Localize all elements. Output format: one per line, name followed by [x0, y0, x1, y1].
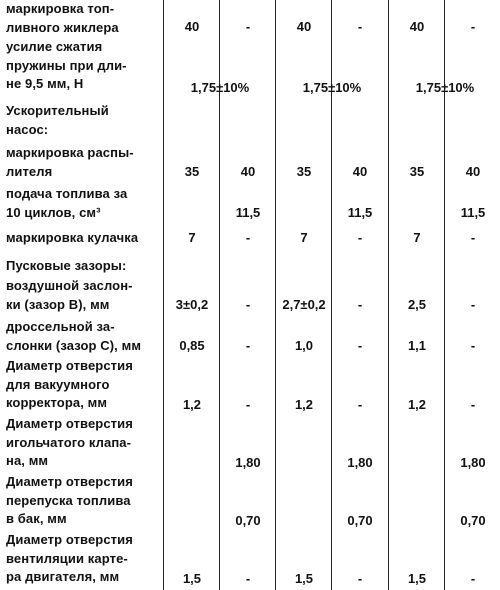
cell-value: 7 — [300, 230, 308, 245]
cell-value: 1,80 — [235, 455, 261, 470]
cell-value: 3±0,2 — [175, 297, 209, 312]
column-rule — [163, 0, 164, 590]
label-line: подача топлива за — [6, 186, 128, 201]
label-line: вентиляции карте- — [6, 550, 128, 566]
cell-value: 1,2 — [294, 397, 314, 412]
label-line: дроссельной за- — [6, 319, 115, 334]
cell-value: 1,5 — [294, 571, 314, 586]
cell-value: - — [245, 338, 251, 353]
cell-value: 1,1 — [407, 338, 427, 353]
label-line: маркировка кулачка — [6, 230, 139, 245]
span-value: 1,75±10% — [190, 80, 250, 95]
column-rule — [275, 0, 276, 590]
cell-value: - — [357, 571, 363, 586]
row-label — [6, 102, 156, 139]
cell-value: 2,7±0,2 — [282, 297, 326, 312]
cell-value: - — [245, 397, 251, 412]
label-line: маркировка распы- — [6, 145, 134, 160]
cell-value: 1,5 — [407, 571, 427, 586]
cell-value: - — [357, 19, 363, 34]
label-line: Диаметр отверстия — [6, 474, 133, 489]
cell-value: 0,70 — [347, 513, 373, 528]
label-line: Ускорительный — [6, 103, 109, 118]
label-line: Диаметр отверстия — [6, 532, 133, 547]
column-rule — [388, 0, 389, 590]
cell-value: - — [470, 338, 476, 353]
cell-value: 40 — [240, 164, 256, 179]
label-line: Диаметр отверстия — [6, 416, 133, 431]
label-line: пружины при дли- — [6, 57, 127, 73]
cell-value: - — [245, 297, 251, 312]
cell-value: - — [470, 571, 476, 586]
span-value: 1,75±10% — [415, 80, 475, 95]
cell-value: - — [357, 230, 363, 245]
cell-value: 35 — [184, 164, 200, 179]
cell-value: 0,70 — [460, 513, 486, 528]
row-label — [6, 229, 156, 248]
cell-value: 1,0 — [294, 338, 314, 353]
cell-value: 11,5 — [460, 205, 486, 220]
cell-value: 1,80 — [347, 455, 373, 470]
label-line: насос: — [6, 121, 49, 137]
label-line: 10 циклов, см³ — [6, 204, 101, 220]
cell-value: - — [470, 230, 476, 245]
cell-value: 40 — [409, 19, 425, 34]
cell-value: 1,2 — [182, 397, 202, 412]
cell-value: 1,5 — [182, 571, 202, 586]
cell-value: 0,85 — [179, 338, 205, 353]
cell-value: - — [245, 230, 251, 245]
cell-value: 1,2 — [407, 397, 427, 412]
cell-value: - — [357, 397, 363, 412]
label-line: Пусковые зазоры: — [6, 258, 127, 273]
label-line: перепуска топлива — [6, 492, 131, 508]
cell-value: 11,5 — [235, 205, 261, 220]
row-label — [6, 277, 156, 314]
label-line: не 9,5 мм, Н — [6, 76, 84, 91]
row-label — [6, 144, 156, 181]
row-label — [6, 318, 156, 355]
cell-value: - — [470, 19, 476, 34]
cell-value: 7 — [188, 230, 196, 245]
label-line: корректора, мм — [6, 395, 108, 410]
cell-value: - — [470, 397, 476, 412]
cell-value: 40 — [465, 164, 481, 179]
label-line: Диаметр отверстия — [6, 358, 133, 373]
row-label — [6, 531, 156, 587]
cell-value: - — [245, 19, 251, 34]
label-line: в бак, мм — [6, 511, 67, 526]
cell-value: 40 — [352, 164, 368, 179]
row-label — [6, 415, 156, 471]
label-line: воздушной заслон- — [6, 278, 133, 293]
row-label — [6, 0, 156, 37]
label-line: слонки (зазор С), мм — [6, 337, 142, 353]
cell-value: 2,5 — [407, 297, 427, 312]
row-label — [6, 185, 156, 222]
cell-value: - — [245, 571, 251, 586]
label-line: усилие сжатия — [6, 39, 103, 54]
label-line: игольчатого клапа- — [6, 434, 132, 450]
label-line: ки (зазор В), мм — [6, 296, 110, 312]
cell-value: 0,70 — [235, 513, 261, 528]
row-label — [6, 257, 156, 276]
row-label — [6, 357, 156, 413]
label-line: для вакуумного — [6, 376, 110, 392]
cell-value: 11,5 — [347, 205, 373, 220]
label-line: ливного жиклера — [6, 19, 119, 35]
cell-value: - — [357, 297, 363, 312]
cell-value: 40 — [184, 19, 200, 34]
cell-value: 35 — [296, 164, 312, 179]
cell-value: 1,80 — [460, 455, 486, 470]
span-value: 1,75±10% — [302, 80, 362, 95]
cell-value: - — [470, 297, 476, 312]
label-line: лителя — [6, 163, 53, 179]
cell-value: 40 — [296, 19, 312, 34]
cell-value: 7 — [413, 230, 421, 245]
cell-value: - — [357, 338, 363, 353]
cell-value: 35 — [409, 164, 425, 179]
label-line: маркировка топ- — [6, 1, 115, 16]
label-line: ра двигателя, мм — [6, 569, 120, 584]
row-label — [6, 473, 156, 529]
row-label — [6, 38, 156, 94]
label-line: на, мм — [6, 453, 49, 468]
